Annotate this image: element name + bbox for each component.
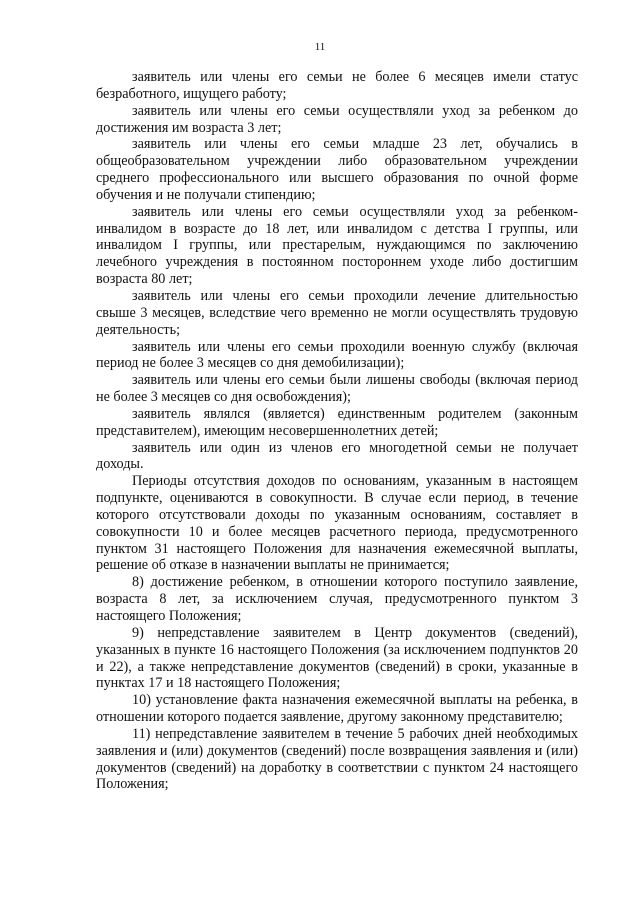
paragraph: заявитель или один из членов его многодетной семьи не получает доходы. [96,439,578,473]
page-number: 11 [314,41,326,53]
paragraph: заявитель являлся (является) единственным родителем (законным представителем), имеющим несовершеннолетних детей; [96,405,578,439]
paragraph: заявитель или члены его семьи проходили военную службу (включая период не более 3 месяцев со дня демобилизации); [96,338,578,372]
paragraph: заявитель или члены его семьи не более 6 месяцев имели статус безработного, ищущего работу; [96,69,578,102]
paragraph: Периоды отсутствия доходов по основаниям, указанным в настоящем подпункте, оцениваются в совокупности. В случае если период, в течение которого отсутствовали доходы по указанным основаниям, составляет в совокупности 10 и более месяцев расчетного периода, предусмотренного пунктом 31 настоящего Положения для назначения ежемесячной выплаты, решение об отказе в назначении выплаты не принимается; [96,473,578,574]
paragraph: 8) достижение ребенком, в отношении которого поступило заявление, возраста 8 лет, за исключением случая, предусмотренного пунктом 3 настоящего Положения; [96,574,578,624]
paragraph: заявитель или члены его семьи младше 23 лет, обучались в общеобразовательном учреждении либо образовательном учреждении среднего профессионального или высшего образования по очной форме обучения и не получали стипендию; [96,136,578,203]
paragraph: заявитель или члены его семьи осуществляли уход за ребенком до достижения им возраста 3 лет; [96,102,578,136]
paragraph: заявитель или члены его семьи осуществляли уход за ребенком-инвалидом в возрасте до 18 лет, или инвалидом с детства I группы, или инвалидом I группы, или престарелым, нуждающимся по заключению лечебного учреждения в постоянном постороннем уходе либо достигшим возраста 80 лет; [96,203,578,288]
paragraph: заявитель или члены его семьи проходили лечение длительностью свыше 3 месяцев, вследствие чего временно не могли осуществлять трудовую деятельность; [96,287,578,338]
paragraph: 9) непредставление заявителем в Центр документов (сведений), указанных в пункте 16 настоящего Положения (за исключением подпунктов 20 и 22), а также непредставление документов (сведений) в сроки, указанные в пунктах 17 и 18 настоящего Положения; [96,624,578,692]
body-text [96,69,578,793]
paragraph: 11) непредставление заявителем в течение 5 рабочих дней необходимых заявления и (или) документов (сведений) после возвращения заявления и (или) документов (сведений) на доработку в соответствии с пунктом 24 настоящего Положения; [96,725,578,793]
paragraph: заявитель или члены его семьи были лишены свободы (включая период не более 3 месяцев со дня освобождения); [96,372,578,406]
paragraph: 10) установление факта назначения ежемесячной выплаты на ребенка, в отношении которого подается заявление, другому законному представителю; [96,692,578,726]
